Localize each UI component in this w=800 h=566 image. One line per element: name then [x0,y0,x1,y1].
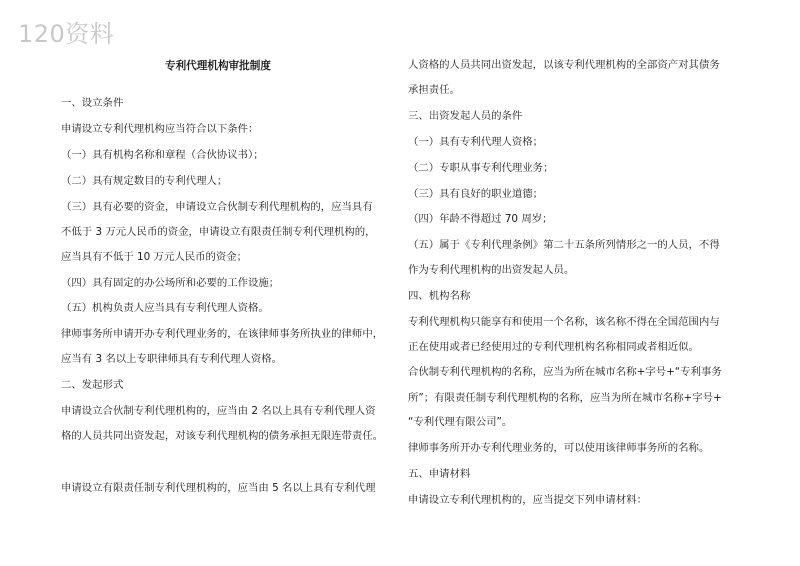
section-heading-4: 四、机构名称 [408,290,471,302]
paragraph-line: 申请设立合伙制专利代理机构的，应当由 2 名以上具有专利代理人资 [61,405,376,417]
paragraph-line: 应当具有不低于 10 万元人民币的资金； [61,251,248,263]
paragraph-line: 承担责任。 [408,84,460,96]
list-item: （二）专职从事专利代理业务； [408,162,554,174]
paragraph-line: 申请设立专利代理机构的，应当提交下列申请材料： [408,494,647,506]
list-item: （四）年龄不得超过 70 周岁； [408,213,553,225]
list-item: （三）具有良好的职业道德； [408,188,544,200]
paragraph-line: 不低于 3 万元人民币的资金，申请设立有限责任制专利代理机构的， [61,226,376,238]
paragraph-line: 专利代理机构只能享有和使用一个名称，该名称不得在全国范围内与 [408,316,720,328]
paragraph-line: 应当有 3 名以上专职律师具有专利代理人资格。 [61,353,283,365]
list-item: （五）机构负责人应当具有专利代理人资格。 [61,302,269,314]
section-heading-5: 五、申请材料 [408,468,471,480]
paragraph-line: 律师事务所申请开办专利代理业务的，在该律师事务所执业的律师中， [61,328,384,340]
paragraph-line: 律师事务所开办专利代理业务的，可以使用该律师事务所的名称。 [408,442,710,454]
list-item: （一）具有机构名称和章程（合伙协议书）； [61,149,264,161]
paragraph-line: 合伙制专利代理机构的名称，应当为所在城市名称+字号+“专利事务 [408,366,722,378]
list-item: （二）具有规定数目的专利代理人； [61,175,228,187]
paragraph-line: 正在使用或者已经使用过的专利代理机构名称相同或者相近似。 [408,341,699,353]
document-title: 专利代理机构审批制度 [165,60,271,72]
section-heading-1: 一、设立条件 [61,97,124,109]
section-heading-2: 二、发起形式 [61,379,124,391]
paragraph-line: “专利代理有限公司”。 [408,416,513,428]
list-item: （三）具有必要的资金，申请设立合伙制专利代理机构的，应当具有 [61,201,373,213]
section-heading-3: 三、出资发起人员的条件 [408,110,523,122]
list-item: （四）具有固定的办公场所和必要的工作设施； [61,277,280,289]
list-item: （一）具有专利代理人资格； [408,136,544,148]
paragraph-line: 格的人员共同出资发起，对该专利代理机构的债务承担无限连带责任。 [61,430,384,442]
watermark-logo: 120资料 [18,20,115,48]
paragraph-line: 申请设立专利代理机构应当符合以下条件： [61,123,259,135]
paragraph-line: 人资格的人员共同出资发起，以该专利代理机构的全部资产对其债务 [408,59,720,71]
paragraph-line: 所”；有限责任制专利代理机构的名称，应当为所在城市名称+字号+ [408,392,722,404]
paragraph-line: 申请设立有限责任制专利代理机构的，应当由 5 名以上具有专利代理 [61,482,376,494]
paragraph-line: 作为专利代理机构的出资发起人员。 [408,264,575,276]
list-item: （五）属于《专利代理条例》第二十五条所列情形之一的人员，不得 [408,239,720,251]
